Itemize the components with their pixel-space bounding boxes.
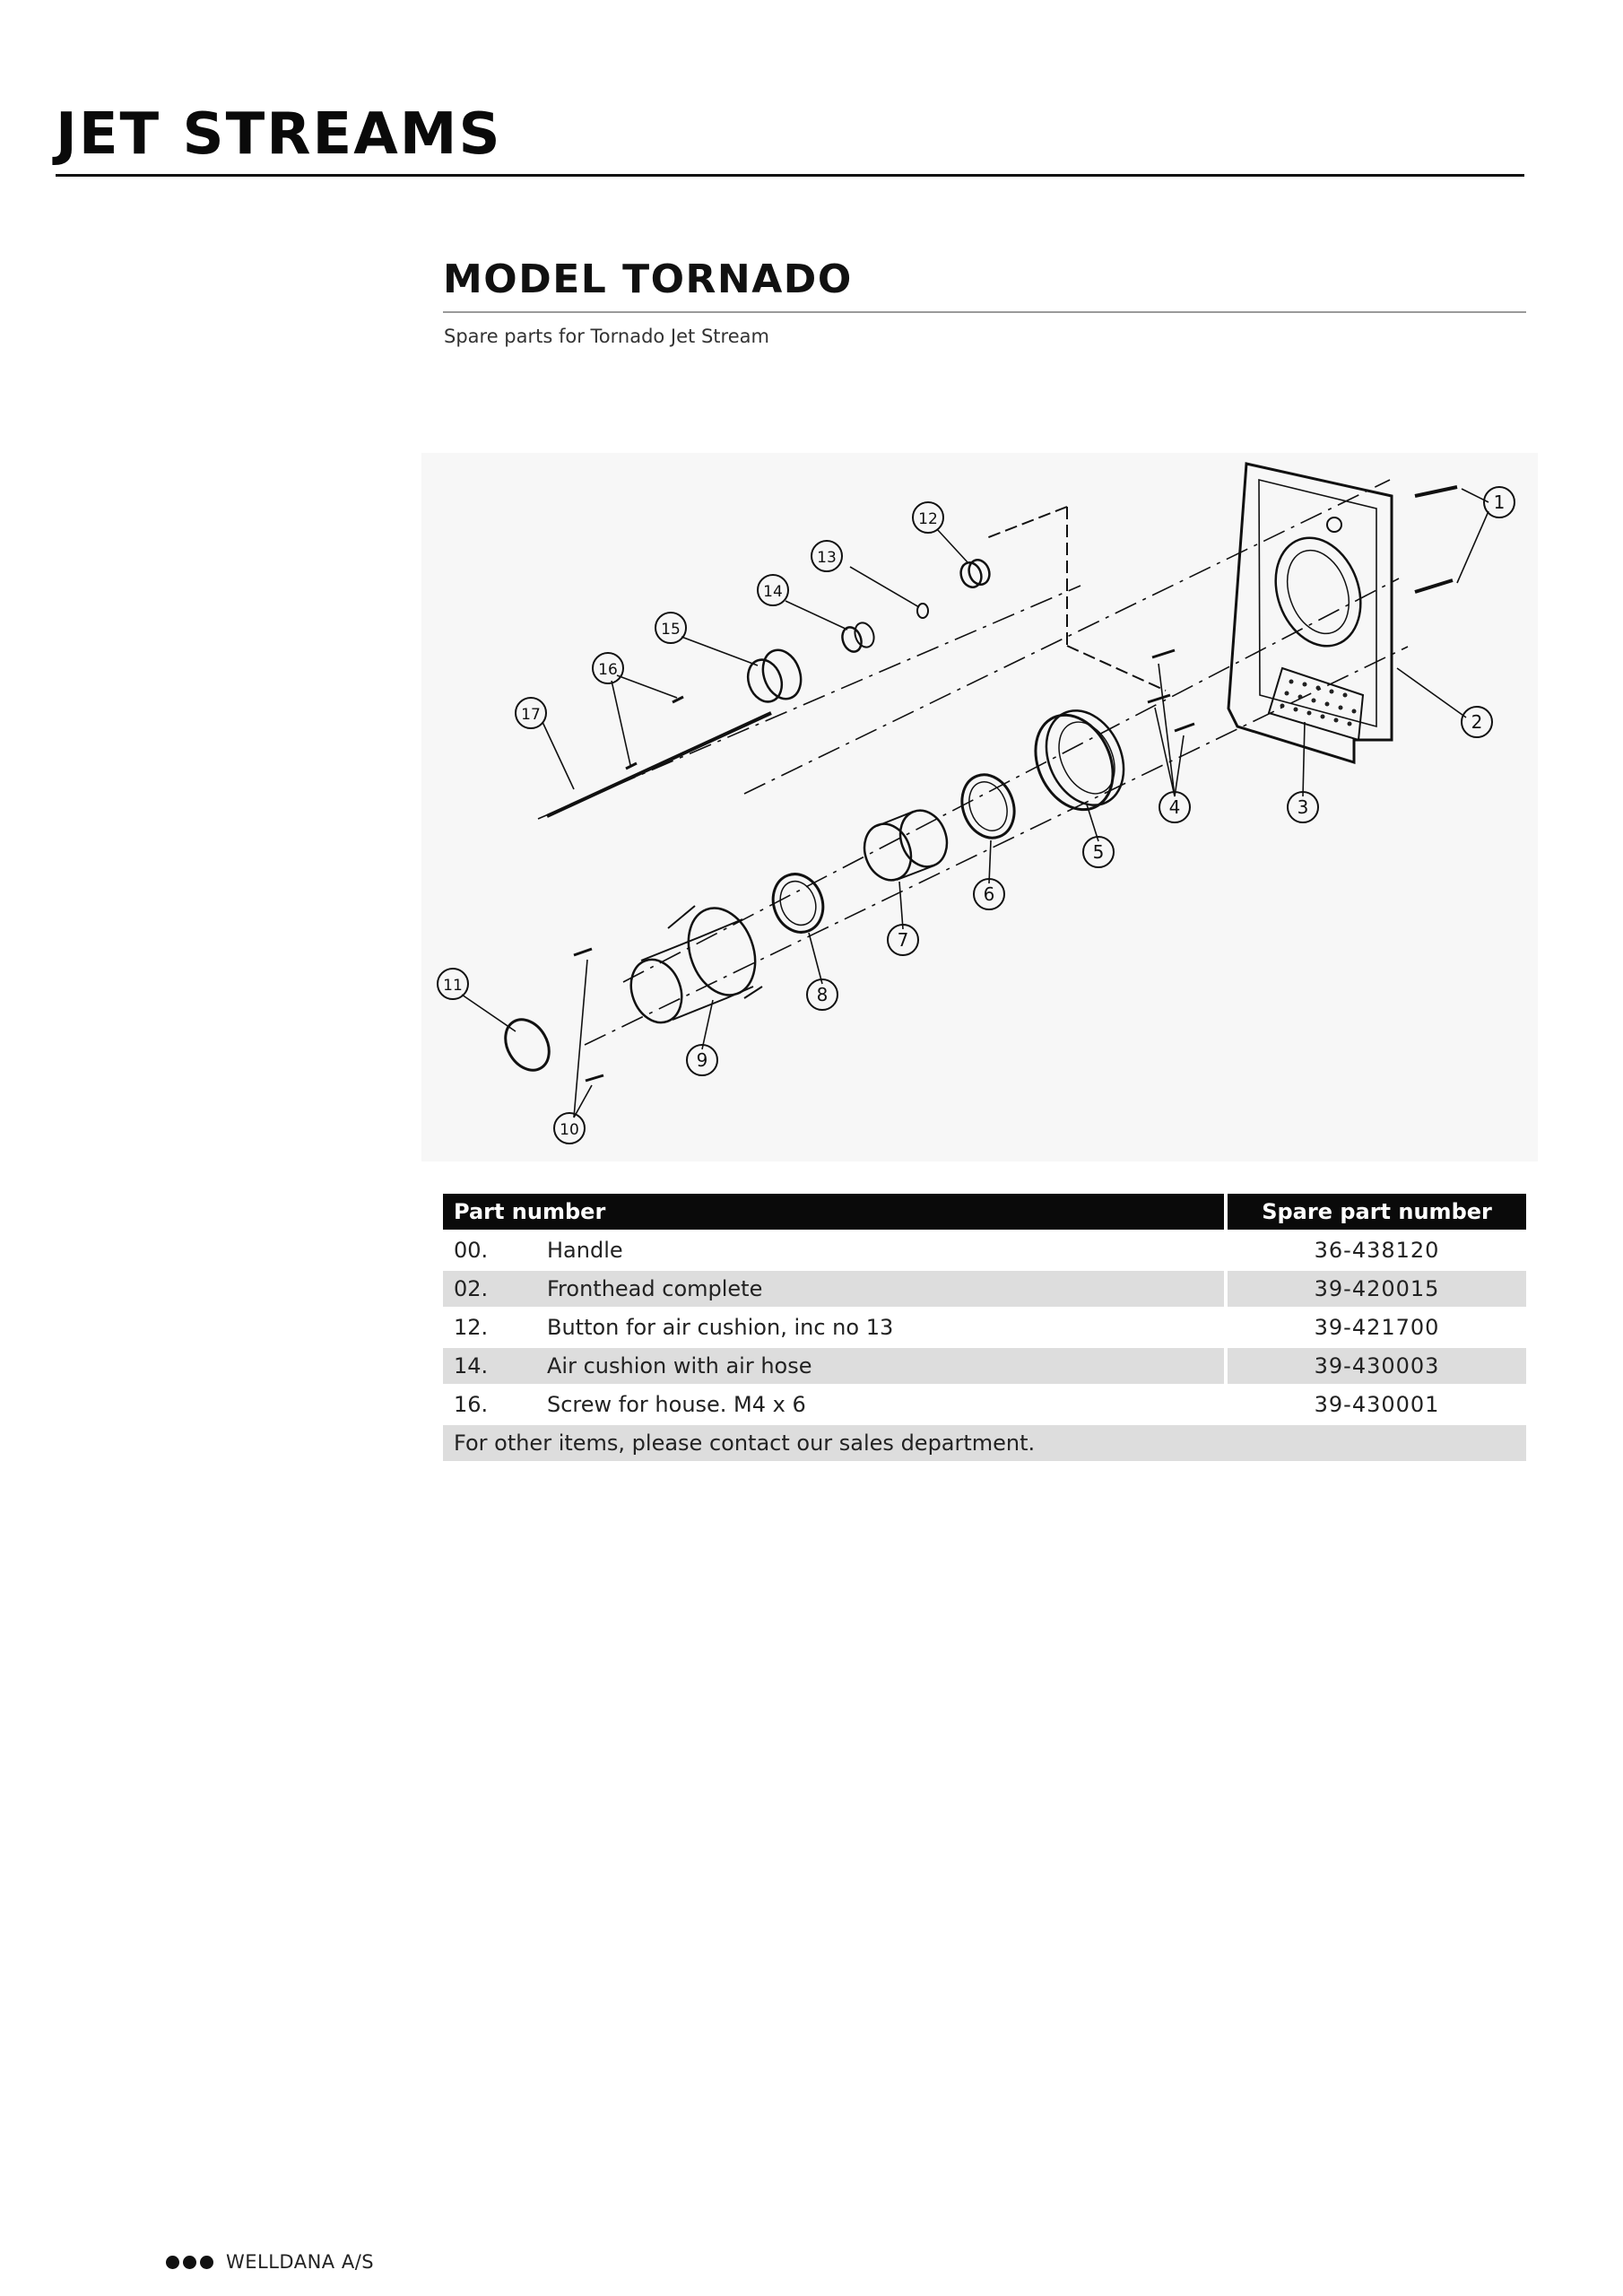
callout-9: 9 xyxy=(696,1049,708,1071)
callout-6: 6 xyxy=(983,883,995,905)
callout-7: 7 xyxy=(897,929,909,951)
table-row xyxy=(443,1387,1526,1422)
callout-10: 10 xyxy=(560,1121,579,1139)
callout-12: 12 xyxy=(918,510,938,528)
part-description: Air cushion with air hose xyxy=(536,1348,1228,1384)
part-number: 16. xyxy=(454,1392,489,1417)
table-note-row xyxy=(443,1425,1526,1461)
spare-part-number: 39-420015 xyxy=(1228,1271,1526,1307)
model-divider xyxy=(443,311,1526,313)
callout-2: 2 xyxy=(1471,711,1483,733)
callout-14: 14 xyxy=(763,583,783,601)
spare-part-number: 39-421700 xyxy=(1314,1315,1440,1340)
part-description: Handle xyxy=(536,1232,1228,1268)
page-header-title: JET STREAMS xyxy=(56,101,502,168)
exploded-parts-diagram xyxy=(421,453,1538,1161)
table-row xyxy=(443,1348,1526,1384)
model-subtitle: Spare parts for Tornado Jet Stream xyxy=(444,326,769,347)
table-header-row xyxy=(443,1194,1526,1230)
page-footer xyxy=(166,2251,374,2273)
part-number: 02. xyxy=(443,1271,536,1307)
footer-dot-icon xyxy=(183,2256,196,2269)
callout-17: 17 xyxy=(521,706,541,724)
table-row xyxy=(443,1271,1526,1307)
callout-4: 4 xyxy=(1168,796,1181,818)
part-description: Screw for house. M4 x 6 xyxy=(536,1387,1228,1422)
part-number: 12. xyxy=(454,1315,489,1340)
footer-dot-icon xyxy=(166,2256,179,2269)
footer-company-name: WELLDANA A/S xyxy=(226,2251,375,2273)
part-description: Button for air cushion, inc no 13 xyxy=(536,1309,1228,1345)
spare-part-number: 39-430001 xyxy=(1314,1392,1440,1417)
callout-3: 3 xyxy=(1297,796,1309,818)
spare-part-number-header: Spare part number xyxy=(1228,1194,1526,1230)
spare-part-number: 39-430003 xyxy=(1228,1348,1526,1384)
model-title: MODEL TORNADO xyxy=(443,257,853,302)
table-row xyxy=(443,1309,1526,1345)
callout-13: 13 xyxy=(817,549,837,567)
spare-part-number: 36-438120 xyxy=(1314,1238,1440,1263)
callout-1: 1 xyxy=(1493,491,1506,513)
callout-16: 16 xyxy=(598,661,618,679)
part-description: Fronthead complete xyxy=(536,1271,1228,1307)
callout-15: 15 xyxy=(661,621,681,639)
part-number: 00. xyxy=(454,1238,489,1263)
part-number-header: Part number xyxy=(443,1194,1228,1230)
callout-5: 5 xyxy=(1092,841,1105,863)
table-note: For other items, please contact our sales department. xyxy=(443,1425,1526,1461)
footer-dot-icon xyxy=(200,2256,213,2269)
callout-8: 8 xyxy=(816,984,829,1005)
header-divider xyxy=(56,174,1524,177)
spare-parts-table xyxy=(443,1191,1526,1464)
callout-11: 11 xyxy=(443,977,463,995)
table-row xyxy=(443,1232,1526,1268)
part-number: 14. xyxy=(443,1348,536,1384)
